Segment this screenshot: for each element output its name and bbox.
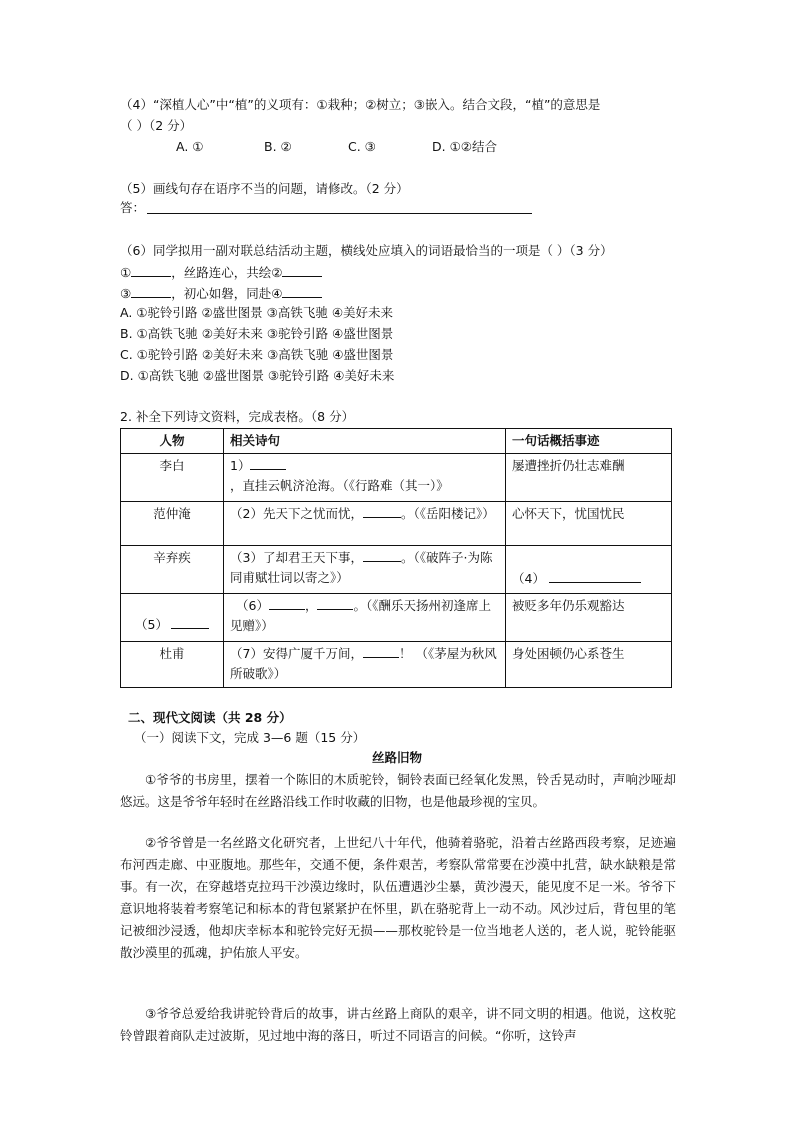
summary-cell: 被贬多年仍乐观豁达 — [506, 594, 672, 642]
poem-middle: ， — [304, 598, 318, 613]
q6-couplet-line-2-b: ，初心如磐，同赴④ — [171, 286, 283, 301]
q2-stem: 2. 补全下列诗文资料，完成表格。（8 分） — [120, 409, 355, 424]
article-paragraph-2: ②爷爷曾是一名丝路文化研究者，上世纪八十年代，他骑着骆驼，沿着古丝路西段考察，足迹遍布河西走廊、中亚腹地。那些年，交通不便，条件艰苦，考察队常常要在沙漠中扎营，缺水缺粮是常事。有一次，在穿越塔克拉玛干沙漠边缘时，队伍遭遇沙尘暴，黄沙漫天，能见度不足一米。爷爷下意识地将装着考察笔记和标本的背包紧紧护在怀里，趴在骆驼背上一动不动。风沙过后，背包里的笔记被细沙浸透，他却庆幸标本和驼铃完好无损——那枚驼铃是一位当地老人送的，老人说，驼铃能驱散沙漠里的孤魂，护佑旅人平安。 — [120, 835, 676, 960]
q4-option-b: B. ② — [264, 139, 292, 154]
header-poem-line: 相关诗句 — [224, 429, 506, 454]
fill-blank — [363, 504, 401, 518]
poem-cell — [224, 454, 506, 502]
person-cell — [121, 594, 224, 642]
poem-suffix: 。（《破阵子·为陈同甫赋壮词以寄之》） — [230, 550, 493, 585]
poem-cell — [224, 546, 506, 594]
table-row — [121, 642, 672, 688]
summary-cell: 屡遭挫折仍壮志难酬 — [506, 454, 672, 502]
q6-option-d: D. ①高铁飞驰 ②盛世图景 ③驼铃引路 ④美好未来 — [120, 368, 395, 383]
poem-suffix: ，直挂云帆济沧海。（《行路难（其一）》 — [230, 478, 449, 493]
poem-suffix: 。（《酬乐天扬州初逢席上见赠》） — [230, 598, 491, 633]
poem-cell — [224, 502, 506, 546]
person-cell: 范仲淹 — [121, 502, 224, 546]
summary-cell — [506, 546, 672, 594]
q6-couplet-line-2-a: ③ — [120, 286, 132, 301]
q4-stem-continued: （ ）（2 分） — [120, 118, 193, 133]
q4-option-c: C. ③ — [348, 139, 376, 154]
summary-label: （4） — [512, 571, 545, 586]
q5-stem: （5）画线句存在语序不当的问题，请修改。（2 分） — [120, 181, 409, 196]
q6-couplet-line-2 — [120, 284, 322, 303]
table-header-row — [121, 429, 672, 454]
fill-blank — [269, 596, 305, 610]
fill-blank — [171, 615, 209, 629]
header-summary: 一句话概括事迹 — [506, 429, 672, 454]
table-row — [121, 546, 672, 594]
table-row — [121, 454, 672, 502]
fill-blank — [282, 284, 322, 298]
q5-answer-line — [147, 213, 532, 214]
fill-blank — [131, 284, 171, 298]
summary-cell: 心怀天下，忧国忧民 — [506, 502, 672, 546]
fill-blank — [131, 263, 171, 277]
fill-blank — [250, 456, 286, 470]
fill-blank — [317, 596, 353, 610]
poem-prefix: （3）了却君王天下事， — [230, 550, 363, 565]
person-cell: 辛弃疾 — [121, 546, 224, 594]
q6-stem: （6）同学拟用一副对联总结活动主题，横线处应填入的词语最恰当的一项是（ ）（3 分） — [120, 243, 613, 258]
poem-cell — [224, 594, 506, 642]
q6-option-c: C. ①驼铃引路 ②美好未来 ③高铁飞驰 ④盛世图景 — [120, 347, 394, 362]
poem-table — [120, 428, 672, 688]
poem-prefix: （7）安得广厦千万间， — [230, 646, 363, 661]
poem-prefix: （6） — [236, 598, 269, 613]
q6-couplet-line-1-a: ① — [120, 265, 132, 280]
person-label: （5） — [135, 617, 168, 632]
q4-option-a: A. ① — [176, 139, 204, 154]
q5-answer-label: 答： — [120, 200, 146, 215]
section-heading: 二、现代文阅读（共 28 分） — [128, 710, 292, 725]
person-cell: 李白 — [121, 454, 224, 502]
article-title: 丝路旧物 — [371, 750, 422, 765]
q6-option-a: A. ①驼铃引路 ②盛世图景 ③高铁飞驰 ④美好未来 — [120, 305, 394, 320]
fill-blank — [282, 263, 322, 277]
fill-blank — [363, 644, 399, 658]
section-subheading: （一）阅读下文，完成 3—6 题（15 分） — [134, 730, 366, 745]
poem-cell — [224, 642, 506, 688]
table-row — [121, 594, 672, 642]
person-cell: 杜甫 — [121, 642, 224, 688]
fill-blank — [549, 569, 641, 583]
fill-blank — [363, 548, 401, 562]
q6-option-b: B. ①高铁飞驰 ②美好未来 ③驼铃引路 ④盛世图景 — [120, 326, 394, 341]
q6-couplet-line-1-b: ，丝路连心，共绘② — [171, 265, 283, 280]
q6-couplet-line-1 — [120, 263, 322, 282]
q4-stem: （4）“深植人心”中“植”的义项有：①栽种；②树立；③嵌入。结合文段，“植”的意思是 — [120, 97, 601, 112]
poem-prefix: 1） — [230, 458, 251, 473]
poem-suffix: 。（《岳阳楼记》） — [400, 506, 495, 521]
poem-prefix: （2）先天下之忧而忧， — [230, 506, 363, 521]
q4-option-d: D. ①②结合 — [432, 139, 497, 154]
table-row — [121, 502, 672, 546]
poem-suffix: ！ （《茅屋为秋风所破歌》） — [230, 646, 497, 681]
summary-cell: 身处困顿仍心系苍生 — [506, 642, 672, 688]
article-paragraph-1: ①爷爷的书房里，摆着一个陈旧的木质驼铃，铜铃表面已经氧化发黑，铃舌晃动时，声响沙哑却悠远。这是爷爷年轻时在丝路沿线工作时收藏的旧物，也是他最珍视的宝贝。 — [120, 772, 676, 809]
header-person: 人物 — [121, 429, 224, 454]
article-paragraph-3: ③爷爷总爱给我讲驼铃背后的故事，讲古丝路上商队的艰辛，讲不同文明的相遇。他说，这枚驼铃曾跟着商队走过波斯，见过地中海的落日，听过不同语言的问候。“你听，这铃声 — [120, 1006, 676, 1043]
